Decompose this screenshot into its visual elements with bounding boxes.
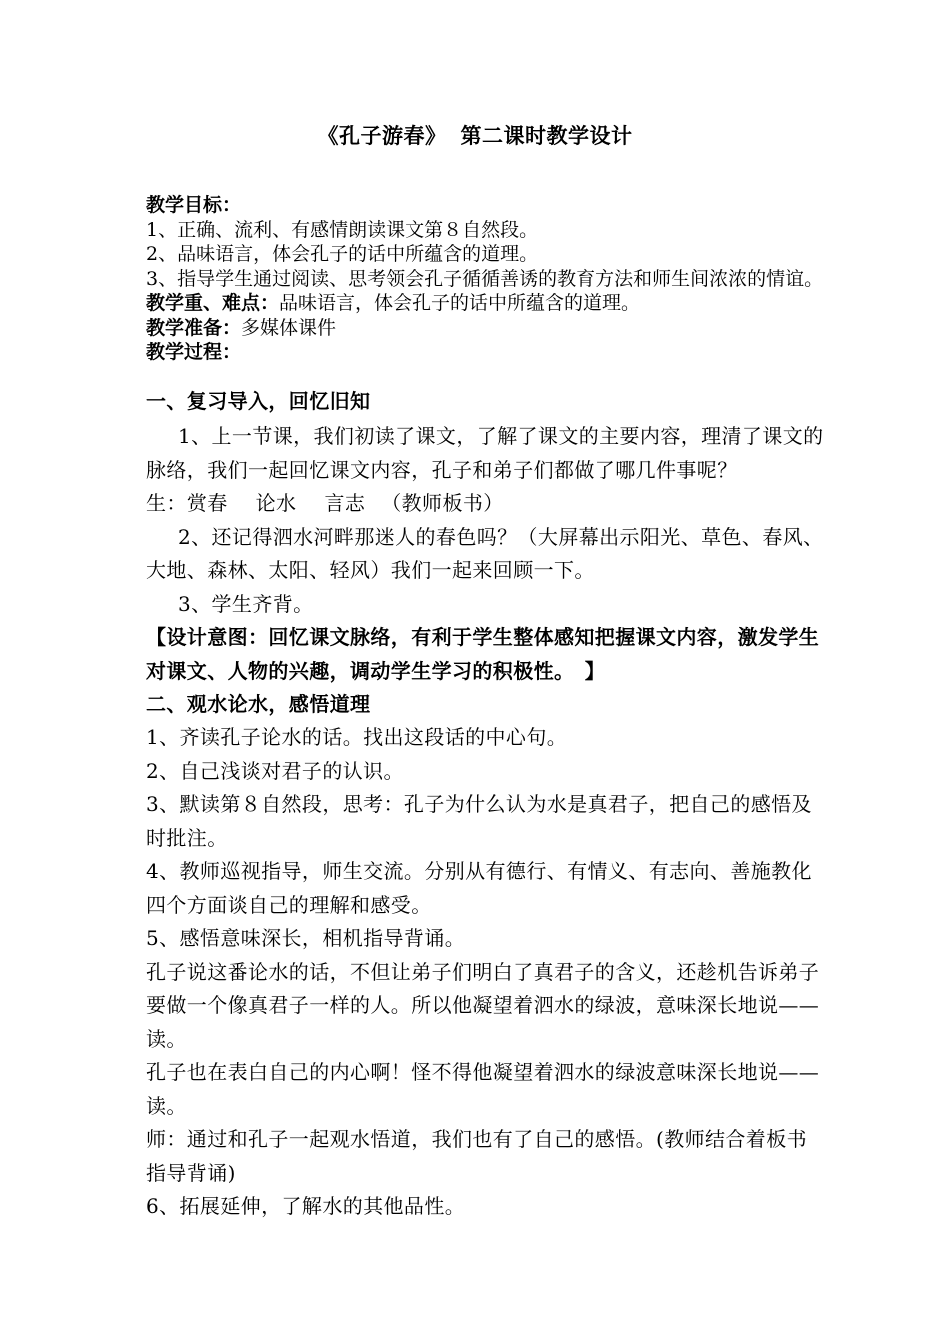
preparation-text: 多媒体课件	[241, 316, 337, 339]
answer-note: （教师板书）	[381, 491, 504, 515]
preparation-label: 教学准备：	[146, 316, 242, 339]
answer-label: 生：	[146, 491, 187, 515]
key-points-line	[146, 291, 826, 316]
title-book-name: 《孔子游春》	[317, 123, 447, 148]
key-points-label: 教学重、难点：	[146, 292, 280, 314]
answer-item: 言志	[324, 491, 366, 515]
student-answer-line	[146, 487, 826, 521]
key-points-text: 品味语言，体会孔子的话中所蕴含的道理。	[279, 292, 641, 314]
section1-paragraph: 2、还记得泗水河畔那迷人的春色吗？（大屏幕出示阳光、草色、春风、大地、森林、太阳、轻风）我们一起来回顾一下。	[146, 524, 824, 582]
section2-paragraph: 师：通过和孔子一起观水悟道，我们也有了自己的感悟。(教师结合着板书指导背诵)	[146, 1127, 808, 1185]
section2-item: 3、默读第８自然段，思考：孔子为什么认为水是真君子，把自己的感悟及时批注。	[146, 792, 812, 850]
section2-paragraph: 孔子说这番论水的话，不但让弟子们明白了真君子的含义，还趁机告诉弟子要做一个像真君子一样的人。所以他凝望着泗水的绿波，意味深长地说——读。	[146, 959, 820, 1051]
answer-item: 赏春	[186, 491, 228, 515]
section2-item: 4、教师巡视指导，师生交流。分别从有德行、有情义、有志向、善施教化四个方面谈自己的理解和感受。	[146, 859, 812, 917]
preparation-line	[146, 316, 826, 341]
section2-heading: 二、观水论水，感悟道理	[146, 692, 371, 716]
lesson-overview	[146, 193, 826, 365]
objectives-heading: 教学目标：	[146, 194, 242, 216]
section2-paragraph: 孔子也在表白自己的内心啊！怪不得他凝望着泗水的绿波意味深长地说——读。	[146, 1060, 820, 1118]
section2-item: 1、齐读孔子论水的话。找出这段话的中心句。	[146, 725, 568, 749]
section1-heading: 一、复习导入，回忆旧知	[146, 389, 371, 413]
answer-item: 论水	[255, 491, 297, 515]
section2-item: 6、拓展延伸，了解水的其他品性。	[146, 1194, 466, 1218]
section1-paragraph: 3、学生齐背。	[178, 591, 314, 616]
objective-item: 1、正确、流利、有感情朗读课文第８自然段。	[146, 218, 539, 241]
objective-item: 3、指导学生通过阅读、思考领会孔子循循善诱的教育方法和师生间浓浓的情谊。	[146, 267, 824, 290]
process-heading: 教学过程：	[146, 341, 242, 363]
design-intent: 【设计意图：回忆课文脉络，有利于学生整体感知把握课文内容，激发学生对课文、人物的兴趣，调动学生学习的积极性。 】	[146, 625, 820, 683]
teaching-process	[146, 388, 826, 1224]
objective-item: 2、品味语言，体会孔子的话中所蕴含的道理。	[146, 243, 539, 265]
title-lesson: 第二课时教学设计	[460, 123, 633, 148]
section1-paragraph: 1、上一节课，我们初读了课文，了解了课文的主要内容，理清了课文的脉络，我们一起回忆课文内容，孔子和弟子们都做了哪几件事呢？	[146, 424, 824, 482]
section2-item: 2、自己浅谈对君子的认识。	[146, 758, 404, 783]
document-title	[0, 120, 950, 150]
section2-item: 5、感悟意味深长，相机指导背诵。	[146, 926, 466, 950]
